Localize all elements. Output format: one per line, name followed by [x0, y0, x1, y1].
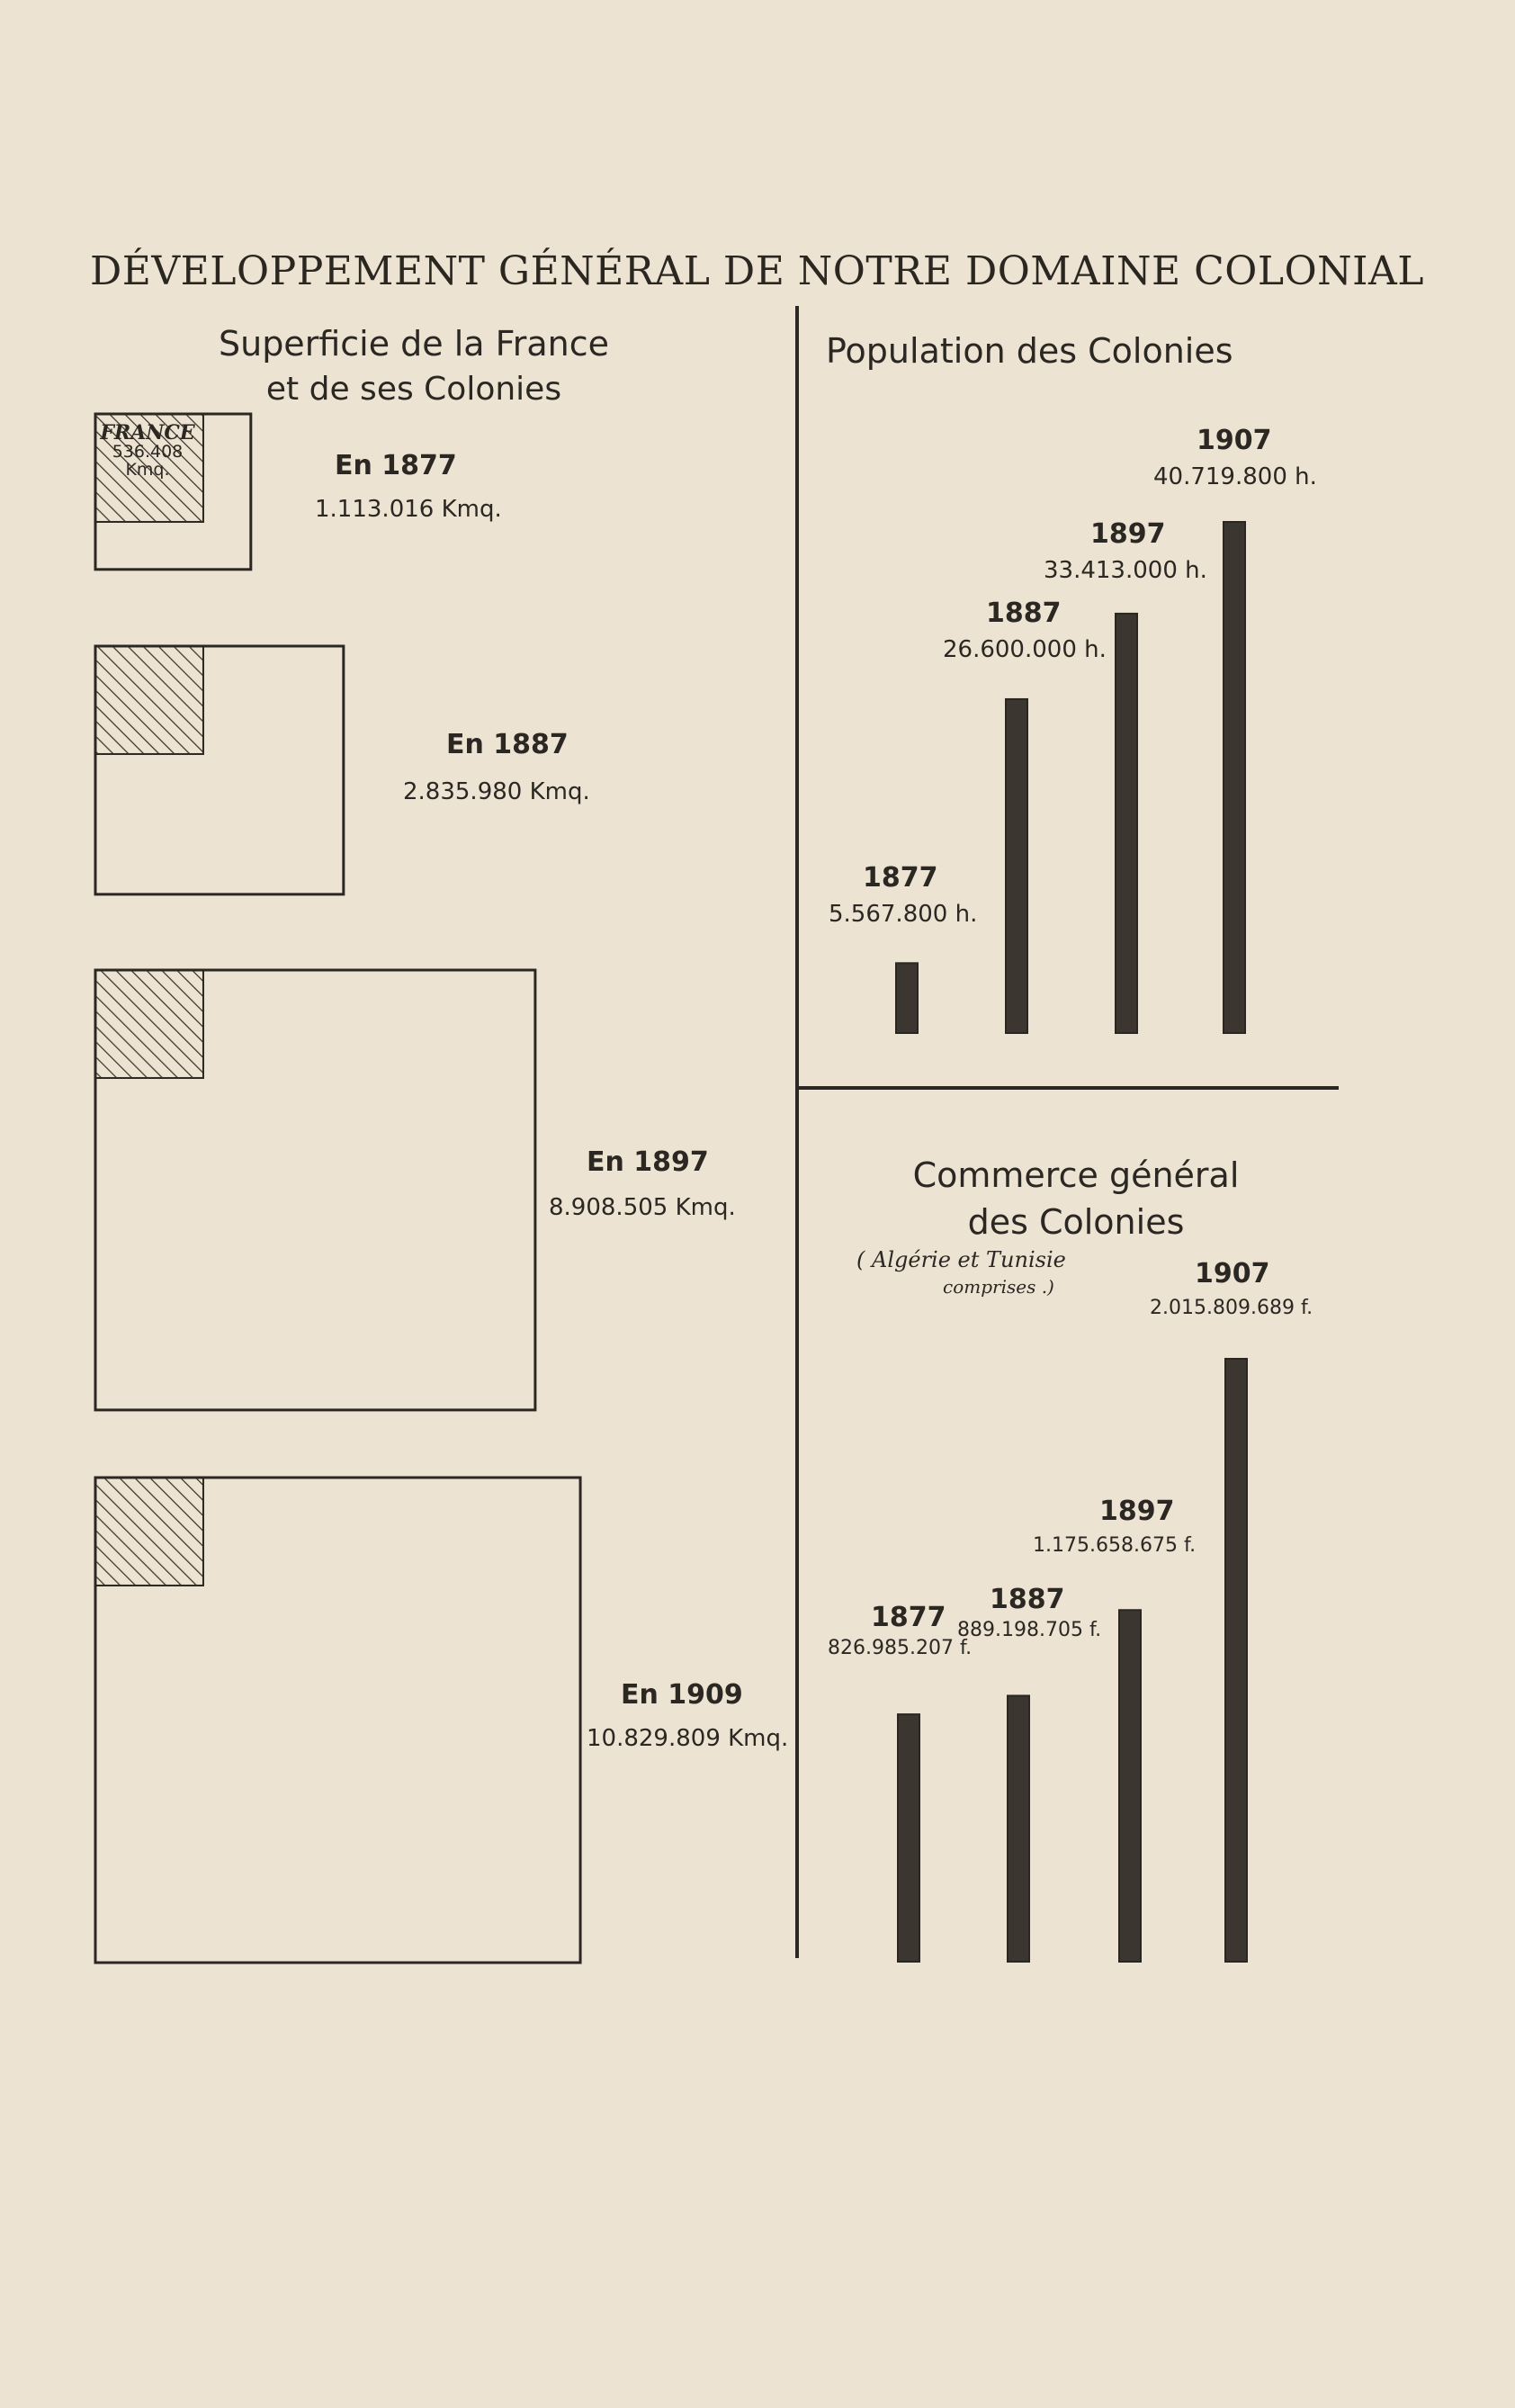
- bar-value: 1.175.658.675 f.: [1033, 1534, 1197, 1557]
- france-label-line1: FRANCE: [100, 421, 195, 445]
- area-value: 8.908.505 Kmq.: [549, 1194, 736, 1221]
- bar-value: 2.015.809.689 f.: [1150, 1297, 1313, 1319]
- bar-1907: [1225, 1359, 1247, 1962]
- bar-year: 1907: [1197, 425, 1272, 456]
- bar-value: 40.719.800 h.: [1153, 463, 1317, 490]
- commerce-note-line1: ( Algérie et Tunisie: [856, 1247, 1066, 1272]
- bar-value: 889.198.705 f.: [957, 1619, 1102, 1641]
- bar-year: 1887: [986, 598, 1062, 629]
- com-label-1907: [1150, 1258, 1313, 1319]
- bar-1877: [898, 1714, 919, 1962]
- area-year: En 1877: [335, 450, 457, 481]
- com-label-1897: [1033, 1496, 1197, 1557]
- superficie-heading-line1: Superficie de la France: [218, 324, 610, 364]
- bar-year: 1877: [871, 1602, 946, 1633]
- bar-1897: [1119, 1610, 1141, 1962]
- bar-year: 1877: [863, 862, 938, 894]
- com-label-1887: [957, 1584, 1102, 1641]
- area-year: En 1909: [621, 1679, 743, 1711]
- bar-value: 5.567.800 h.: [829, 901, 978, 928]
- page-title: DÉVELOPPEMENT GÉNÉRAL DE NOTRE DOMAINE COLONIAL: [90, 248, 1425, 294]
- bar-year: 1887: [990, 1584, 1065, 1615]
- area-year: En 1897: [587, 1146, 709, 1178]
- area-year: En 1887: [446, 729, 569, 760]
- bar-year: 1897: [1090, 518, 1166, 550]
- area-value: 2.835.980 Kmq.: [403, 778, 590, 805]
- com-label-1877: [828, 1602, 973, 1659]
- commerce-heading: Commerce général des Colonies: [912, 1155, 1240, 1242]
- bar-1887: [1008, 1695, 1029, 1962]
- area-value: 1.113.016 Kmq.: [315, 496, 502, 523]
- bar-value: 26.600.000 h.: [943, 636, 1107, 663]
- area-value: 10.829.809 Kmq.: [587, 1725, 789, 1752]
- bar-year: 1907: [1195, 1258, 1270, 1289]
- bar-value: 33.413.000 h.: [1044, 557, 1207, 584]
- bar-year: 1897: [1099, 1496, 1175, 1527]
- commerce-note-line2: comprises .): [943, 1276, 1054, 1298]
- superficie-heading-line2: et de ses Colonies: [265, 371, 562, 408]
- france-label-line2: 536.408: [112, 442, 184, 463]
- bar-value: 826.985.207 f.: [828, 1637, 973, 1659]
- population-heading: Population des Colonies: [826, 331, 1233, 371]
- france-label-line3: Kmq.: [125, 460, 170, 481]
